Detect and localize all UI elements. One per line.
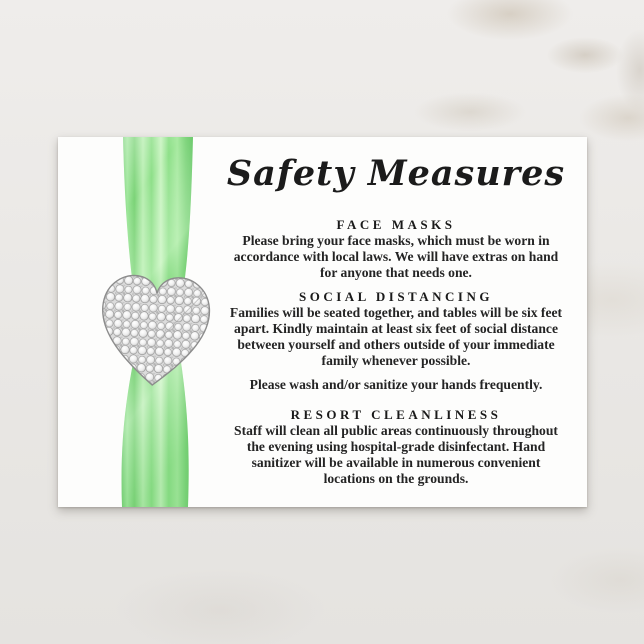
card-content — [226, 137, 566, 507]
section-body-resort-cleanliness: Staff will clean all public areas continuously throughout the evening using hospital-grade disinfectant. Hand sanitizer will be available in numerous convenient locations on the grounds. — [234, 423, 558, 486]
section-body-social-distancing: Families will be seated together, and tables will be six feet apart. Kindly maintain at least six feet of social distance between yourself and others outside of your immediate family whenever possible. — [229, 305, 563, 368]
section-body-face-masks: Please bring your face masks, which must be worn in accordance with local laws. We will have extras on hand for anyone that needs one. — [233, 233, 559, 280]
section-heading-social-distancing: SOCIAL DISTANCING — [299, 289, 493, 304]
section-heading-resort-cleanliness: RESORT CLEANLINESS — [290, 407, 502, 422]
section-body-hand-washing: Please wash and/or sanitize your hands frequently. — [249, 377, 543, 392]
section-heading-face-masks: FACE MASKS — [336, 217, 456, 232]
diamond-heart-icon — [93, 266, 217, 396]
safety-measures-card — [58, 137, 587, 507]
card-title: Safety Measures — [226, 153, 566, 194]
